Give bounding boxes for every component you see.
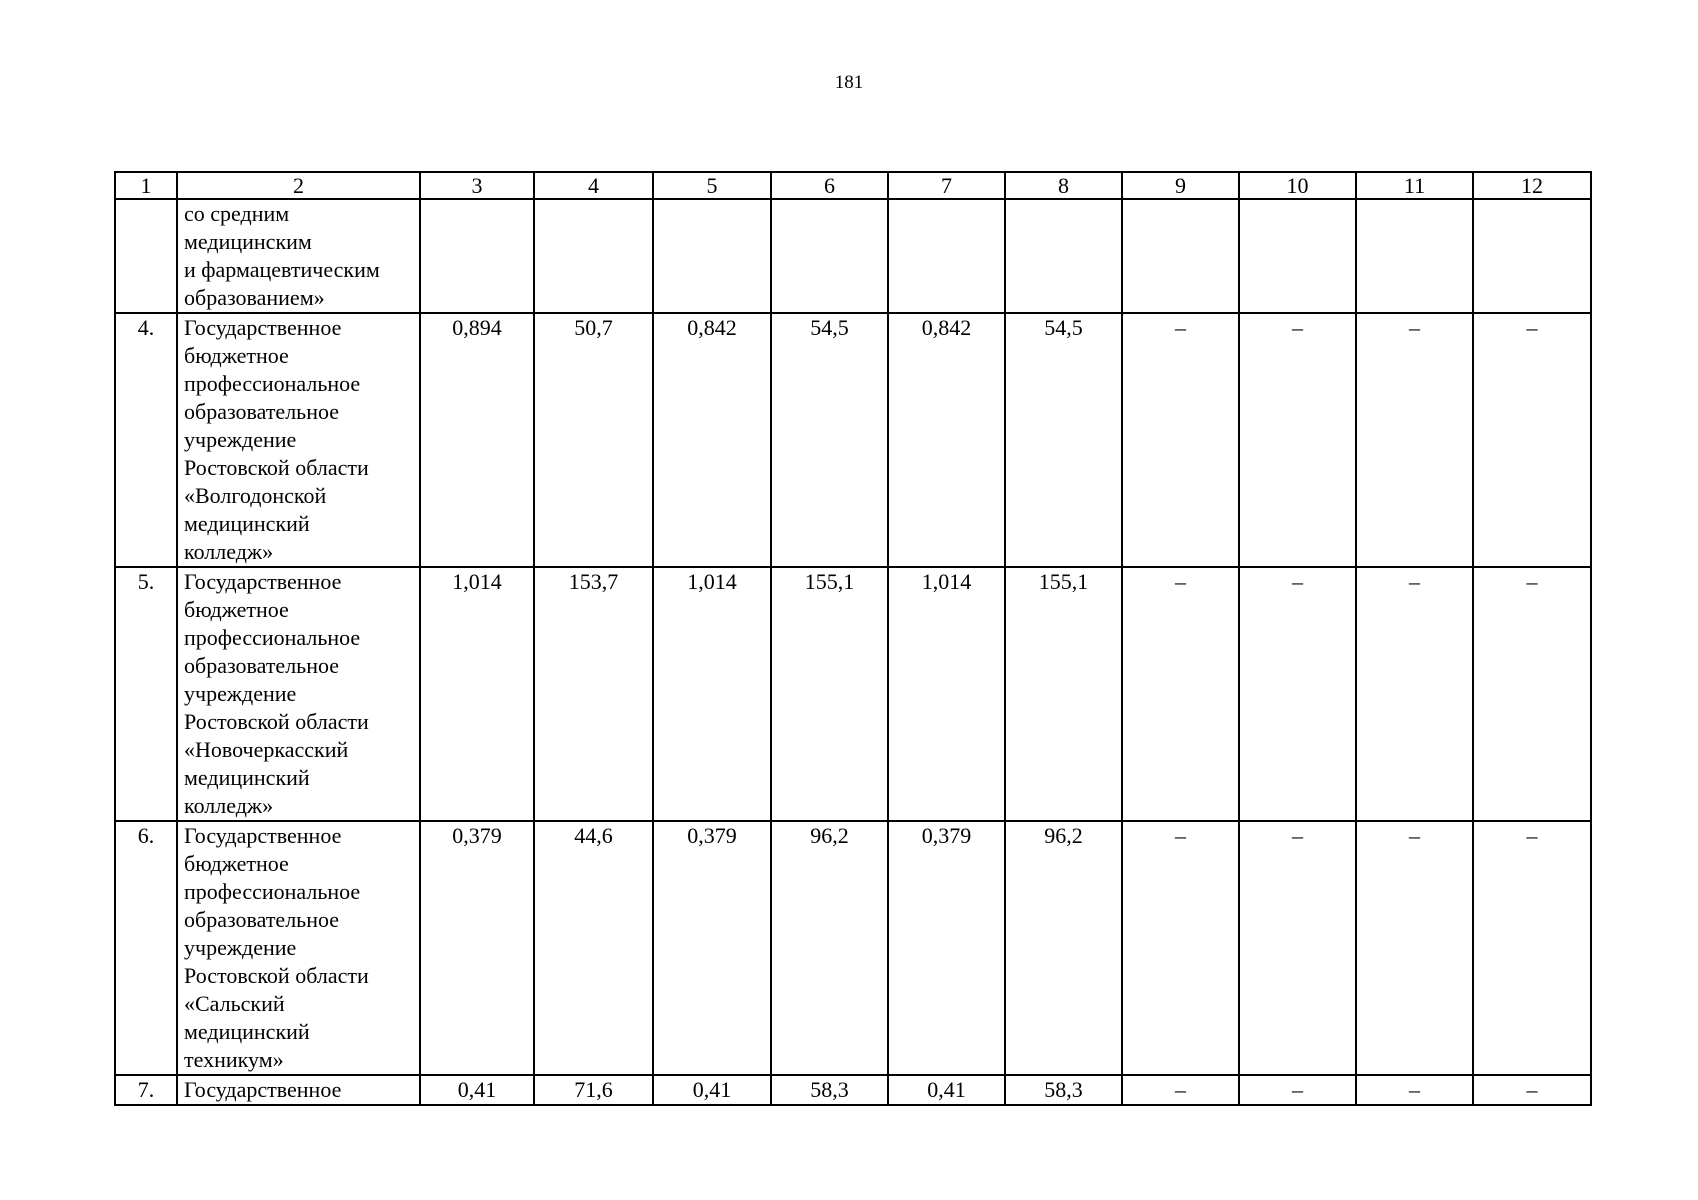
table-cell: 155,1 [771, 567, 888, 821]
institution-name: Государственное бюджетное профессиональное образовательное учреждение Ростовской области «Новочеркасский медицинский колледж» [177, 567, 420, 821]
row-number [115, 199, 177, 313]
table-cell: – [1239, 1075, 1356, 1105]
table-row [115, 199, 1591, 313]
table-cell: 54,5 [771, 313, 888, 567]
column-header: 7 [888, 172, 1005, 199]
table-cell [1239, 199, 1356, 313]
table-row [115, 821, 1591, 1075]
table-cell [420, 199, 534, 313]
table-cell: – [1239, 821, 1356, 1075]
table-cell: 0,842 [888, 313, 1005, 567]
table-cell: – [1122, 1075, 1239, 1105]
table-cell: – [1122, 821, 1239, 1075]
page-number: 181 [834, 72, 864, 93]
table-cell [1005, 199, 1122, 313]
table-cell: 96,2 [1005, 821, 1122, 1075]
table-row [115, 1075, 1591, 1105]
table-cell [1473, 199, 1591, 313]
table-cell: 0,41 [420, 1075, 534, 1105]
table-cell: – [1122, 313, 1239, 567]
table-cell: 96,2 [771, 821, 888, 1075]
table-cell: 50,7 [534, 313, 653, 567]
table-cell: – [1356, 313, 1473, 567]
row-number: 6. [115, 821, 177, 1075]
table-cell [1122, 199, 1239, 313]
table-cell [653, 199, 771, 313]
table-cell: 1,014 [653, 567, 771, 821]
table-cell: – [1473, 313, 1591, 567]
table-cell: 58,3 [771, 1075, 888, 1105]
table-header-row [115, 172, 1591, 199]
table-cell [534, 199, 653, 313]
institution-name: Государственное бюджетное профессиональное образовательное учреждение Ростовской области «Волгодонской медицинский колледж» [177, 313, 420, 567]
column-header: 4 [534, 172, 653, 199]
table-cell: 155,1 [1005, 567, 1122, 821]
table-cell: 1,014 [888, 567, 1005, 821]
column-header: 5 [653, 172, 771, 199]
table-cell: 1,014 [420, 567, 534, 821]
table-cell [771, 199, 888, 313]
column-header: 11 [1356, 172, 1473, 199]
column-header: 3 [420, 172, 534, 199]
table-row [115, 313, 1591, 567]
table-cell: 0,842 [653, 313, 771, 567]
column-header: 9 [1122, 172, 1239, 199]
table-cell: – [1239, 567, 1356, 821]
table-row [115, 567, 1591, 821]
row-number: 5. [115, 567, 177, 821]
table-cell: – [1473, 1075, 1591, 1105]
institution-name: со средним медицинским и фармацевтическим образованием» [177, 199, 420, 313]
table-cell: – [1122, 567, 1239, 821]
table-cell: – [1356, 567, 1473, 821]
institution-name: Государственное [177, 1075, 420, 1105]
table-cell: 54,5 [1005, 313, 1122, 567]
table-cell: – [1239, 313, 1356, 567]
table-cell: 71,6 [534, 1075, 653, 1105]
table-cell: – [1356, 1075, 1473, 1105]
data-table [114, 171, 1592, 1106]
table-cell: 0,379 [420, 821, 534, 1075]
column-header: 6 [771, 172, 888, 199]
table-cell: 0,41 [888, 1075, 1005, 1105]
table-cell: 44,6 [534, 821, 653, 1075]
column-header: 8 [1005, 172, 1122, 199]
table-cell: 0,379 [888, 821, 1005, 1075]
column-header: 10 [1239, 172, 1356, 199]
column-header: 2 [177, 172, 420, 199]
table-cell: 58,3 [1005, 1075, 1122, 1105]
table-cell: 153,7 [534, 567, 653, 821]
table-cell [888, 199, 1005, 313]
table-cell: 0,41 [653, 1075, 771, 1105]
row-number: 4. [115, 313, 177, 567]
table-cell: – [1473, 821, 1591, 1075]
table-cell: – [1356, 821, 1473, 1075]
table-cell [1356, 199, 1473, 313]
table-cell: 0,379 [653, 821, 771, 1075]
column-header: 1 [115, 172, 177, 199]
column-header: 12 [1473, 172, 1591, 199]
table-cell: – [1473, 567, 1591, 821]
institution-name: Государственное бюджетное профессиональное образовательное учреждение Ростовской области «Сальский медицинский техникум» [177, 821, 420, 1075]
row-number: 7. [115, 1075, 177, 1105]
table-cell: 0,894 [420, 313, 534, 567]
